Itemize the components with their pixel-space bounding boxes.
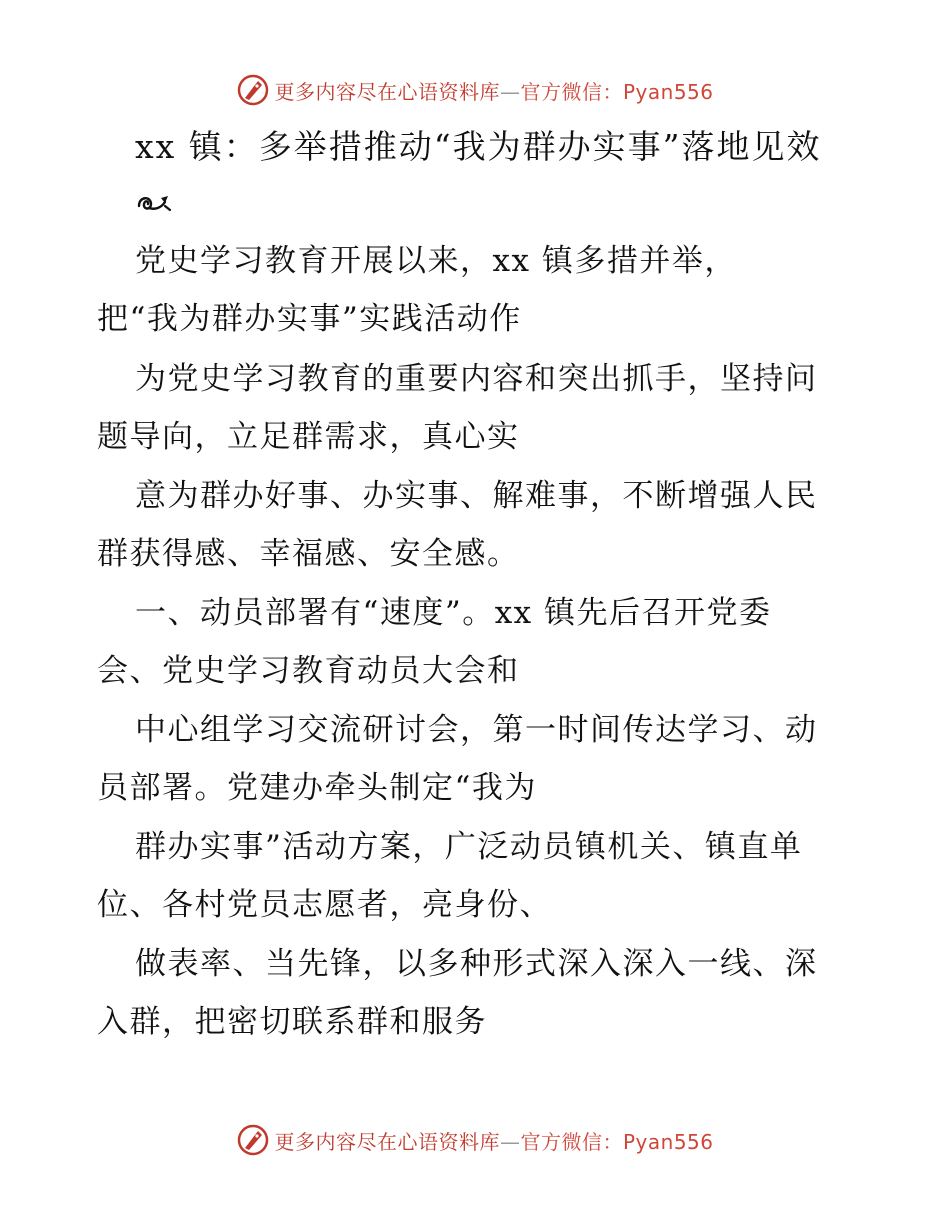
body-line: 员部署。党建办牵头制定“我为 — [97, 770, 537, 806]
body-line: 中心组学习交流研讨会，第一时间传达学习、动 — [135, 712, 818, 748]
document-title: xx 镇：多举措推动“我为群办实事”落地见效 — [135, 127, 822, 166]
body-line: 党史学习教育开展以来，xx 镇多措并举， — [135, 243, 737, 279]
swirl-ornament-icon — [135, 190, 173, 216]
body-line: 群获得感、幸福感、安全感。 — [97, 536, 520, 572]
header-banner-text: 更多内容尽在心语资料库—官方微信：Pyan556 — [274, 79, 714, 104]
body-line: 会、党史学习教育动员大会和 — [97, 653, 520, 689]
footer-banner — [0, 1120, 950, 1160]
body-line: 入群，把密切联系群和服务 — [97, 1004, 487, 1040]
body-line: 位、各村党员志愿者，亮身份、 — [97, 887, 552, 923]
header-banner — [0, 70, 950, 110]
footer-banner-text: 更多内容尽在心语资料库—官方微信：Pyan556 — [274, 1129, 714, 1154]
body-line: 题导向，立足群需求，真心实 — [97, 419, 520, 455]
body-line: 把“我为群办实事”实践活动作 — [97, 301, 522, 337]
pen-nib-logo-icon — [236, 1123, 270, 1157]
body-line: 一、动员部署有“速度”。xx 镇先后召开党委 — [135, 595, 772, 631]
body-line: 做表率、当先锋，以多种形式深入深入一线、深 — [135, 946, 818, 982]
body-line: 意为群办好事、办实事、解难事，不断增强人民 — [135, 478, 818, 514]
pen-nib-logo-icon — [236, 73, 270, 107]
body-line: 为党史学习教育的重要内容和突出抓手，坚持问 — [135, 361, 818, 397]
body-line: 群办实事”活动方案，广泛动员镇机关、镇直单 — [135, 829, 803, 865]
